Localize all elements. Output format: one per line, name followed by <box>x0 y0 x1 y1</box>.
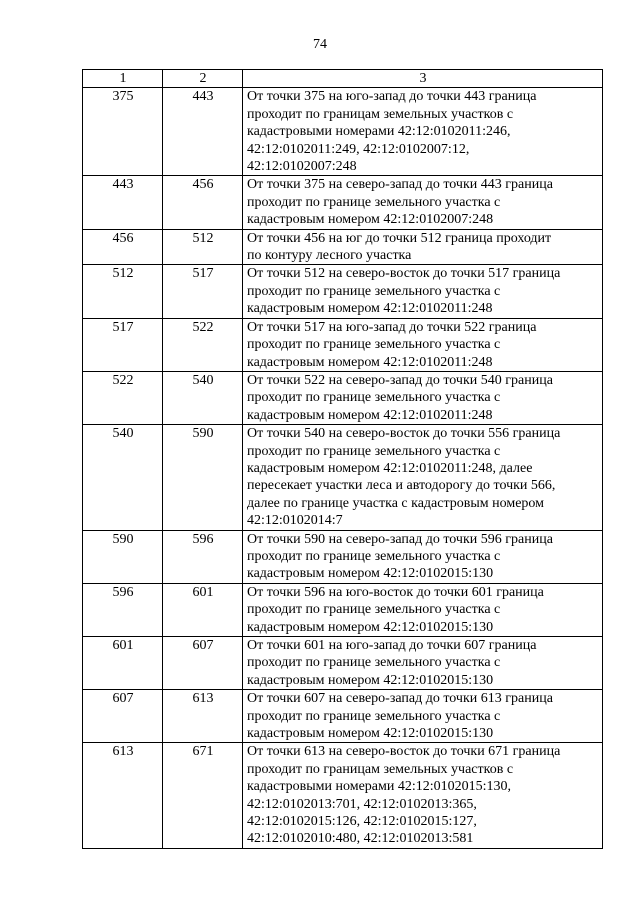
description-line: кадастровым номером 42:12:0102011:248 <box>247 301 493 317</box>
description-line: 42:12:0102011:249, 42:12:0102007:12, <box>247 141 470 157</box>
description-line: кадастровым номером 42:12:0102015:130 <box>247 619 494 635</box>
point-from-cell: 613 <box>83 743 163 848</box>
description-line: 42:12:0102015:126, 42:12:0102015:127, <box>247 814 477 830</box>
description-line: От точки 517 на юго-запад до точки 522 граница <box>247 319 537 335</box>
point-to-cell: 607 <box>163 637 243 690</box>
description-line: От точки 456 на юг до точки 512 граница проходит <box>247 230 552 246</box>
description-line: кадастровым номером 42:12:0102011:248 <box>247 354 493 370</box>
table-row <box>83 88 603 176</box>
description-line: кадастровыми номерами 42:12:0102015:130, <box>247 779 512 795</box>
table-row <box>83 229 603 265</box>
description-line: 42:12:0102007:248 <box>247 159 357 175</box>
description-line: кадастровым номером 42:12:0102011:248, далее <box>247 460 533 476</box>
table-body <box>83 88 603 848</box>
description-line: 42:12:0102010:480, 42:12:0102013:581 <box>247 831 474 847</box>
description-line: От точки 540 на северо-восток до точки 556 граница <box>247 426 561 442</box>
point-to-cell: 522 <box>163 318 243 371</box>
table-row <box>83 176 603 229</box>
point-from-cell: 601 <box>83 637 163 690</box>
boundary-description-cell <box>243 743 603 848</box>
boundary-description-cell <box>243 371 603 424</box>
description-line: пересекает участки леса и автодорогу до точки 566, <box>247 478 556 494</box>
boundary-table <box>82 69 603 849</box>
description-line: кадастровыми номерами 42:12:0102011:246, <box>247 124 511 140</box>
description-line: 42:12:0102013:701, 42:12:0102013:365, <box>247 796 477 812</box>
table-row <box>83 583 603 636</box>
point-to-cell: 456 <box>163 176 243 229</box>
description-line: проходит по границе земельного участка с <box>247 194 501 210</box>
table-row <box>83 743 603 848</box>
boundary-description-cell <box>243 176 603 229</box>
table-row <box>83 318 603 371</box>
table-header-row <box>83 70 603 88</box>
header-col-1: 1 <box>83 70 163 88</box>
point-to-cell: 613 <box>163 690 243 743</box>
description-line: далее по границе участка с кадастровым номером <box>247 495 545 511</box>
description-line: кадастровым номером 42:12:0102011:248 <box>247 407 493 423</box>
description-line: От точки 375 на северо-запад до точки 443 граница <box>247 177 553 193</box>
point-to-cell: 540 <box>163 371 243 424</box>
table-row <box>83 690 603 743</box>
boundary-description-cell <box>243 265 603 318</box>
point-from-cell: 607 <box>83 690 163 743</box>
point-to-cell: 443 <box>163 88 243 176</box>
description-line: по контуру лесного участка <box>247 248 412 264</box>
boundary-description-cell <box>243 229 603 265</box>
table-row <box>83 637 603 690</box>
point-from-cell: 590 <box>83 530 163 583</box>
boundary-description-cell <box>243 88 603 176</box>
point-from-cell: 596 <box>83 583 163 636</box>
table-row <box>83 530 603 583</box>
description-line: кадастровым номером 42:12:0102015:130 <box>247 672 494 688</box>
point-to-cell: 517 <box>163 265 243 318</box>
point-to-cell: 601 <box>163 583 243 636</box>
description-line: проходит по границе земельного участка с <box>247 708 501 724</box>
description-line: проходит по границе земельного участка с <box>247 602 501 618</box>
description-line: От точки 596 на юго-восток до точки 601 граница <box>247 584 544 600</box>
boundary-description-cell <box>243 530 603 583</box>
description-line: От точки 607 на северо-запад до точки 613 граница <box>247 691 553 707</box>
point-to-cell: 671 <box>163 743 243 848</box>
table-row <box>83 265 603 318</box>
point-from-cell: 522 <box>83 371 163 424</box>
page-number: 74 <box>313 37 327 52</box>
header-col-3: 3 <box>243 70 603 88</box>
description-line: проходит по границе земельного участка с <box>247 655 501 671</box>
description-line: От точки 613 на северо-восток до точки 671 граница <box>247 744 561 760</box>
description-line: проходит по границе земельного участка с <box>247 548 501 564</box>
description-line: проходит по границам земельных участков с <box>247 106 514 122</box>
point-to-cell: 596 <box>163 530 243 583</box>
description-line: проходит по границам земельных участков с <box>247 761 514 777</box>
description-line: проходит по границе земельного участка с <box>247 283 501 299</box>
point-from-cell: 512 <box>83 265 163 318</box>
boundary-description-cell <box>243 583 603 636</box>
description-line: кадастровым номером 42:12:0102007:248 <box>247 212 494 228</box>
description-line: От точки 512 на северо-восток до точки 517 граница <box>247 266 561 282</box>
table-row <box>83 371 603 424</box>
point-from-cell: 456 <box>83 229 163 265</box>
point-from-cell: 540 <box>83 425 163 530</box>
description-line: проходит по границе земельного участка с <box>247 390 501 406</box>
description-line: 42:12:0102014:7 <box>247 513 343 529</box>
point-from-cell: 443 <box>83 176 163 229</box>
boundary-description-cell <box>243 425 603 530</box>
header-col-2: 2 <box>163 70 243 88</box>
description-line: От точки 522 на северо-запад до точки 540 граница <box>247 372 553 388</box>
point-from-cell: 517 <box>83 318 163 371</box>
description-line: кадастровым номером 42:12:0102015:130 <box>247 726 494 742</box>
point-to-cell: 590 <box>163 425 243 530</box>
description-line: кадастровым номером 42:12:0102015:130 <box>247 566 494 582</box>
boundary-description-cell <box>243 690 603 743</box>
point-from-cell: 375 <box>83 88 163 176</box>
boundary-description-cell <box>243 637 603 690</box>
description-line: От точки 601 на юго-запад до точки 607 граница <box>247 638 537 653</box>
description-line: проходит по границе земельного участка с <box>247 443 501 459</box>
point-to-cell: 512 <box>163 229 243 265</box>
table-row <box>83 425 603 530</box>
description-line: От точки 375 на юго-запад до точки 443 граница <box>247 89 537 105</box>
boundary-description-cell <box>243 318 603 371</box>
description-line: От точки 590 на северо-запад до точки 596 граница <box>247 531 553 547</box>
description-line: проходит по границе земельного участка с <box>247 337 501 353</box>
